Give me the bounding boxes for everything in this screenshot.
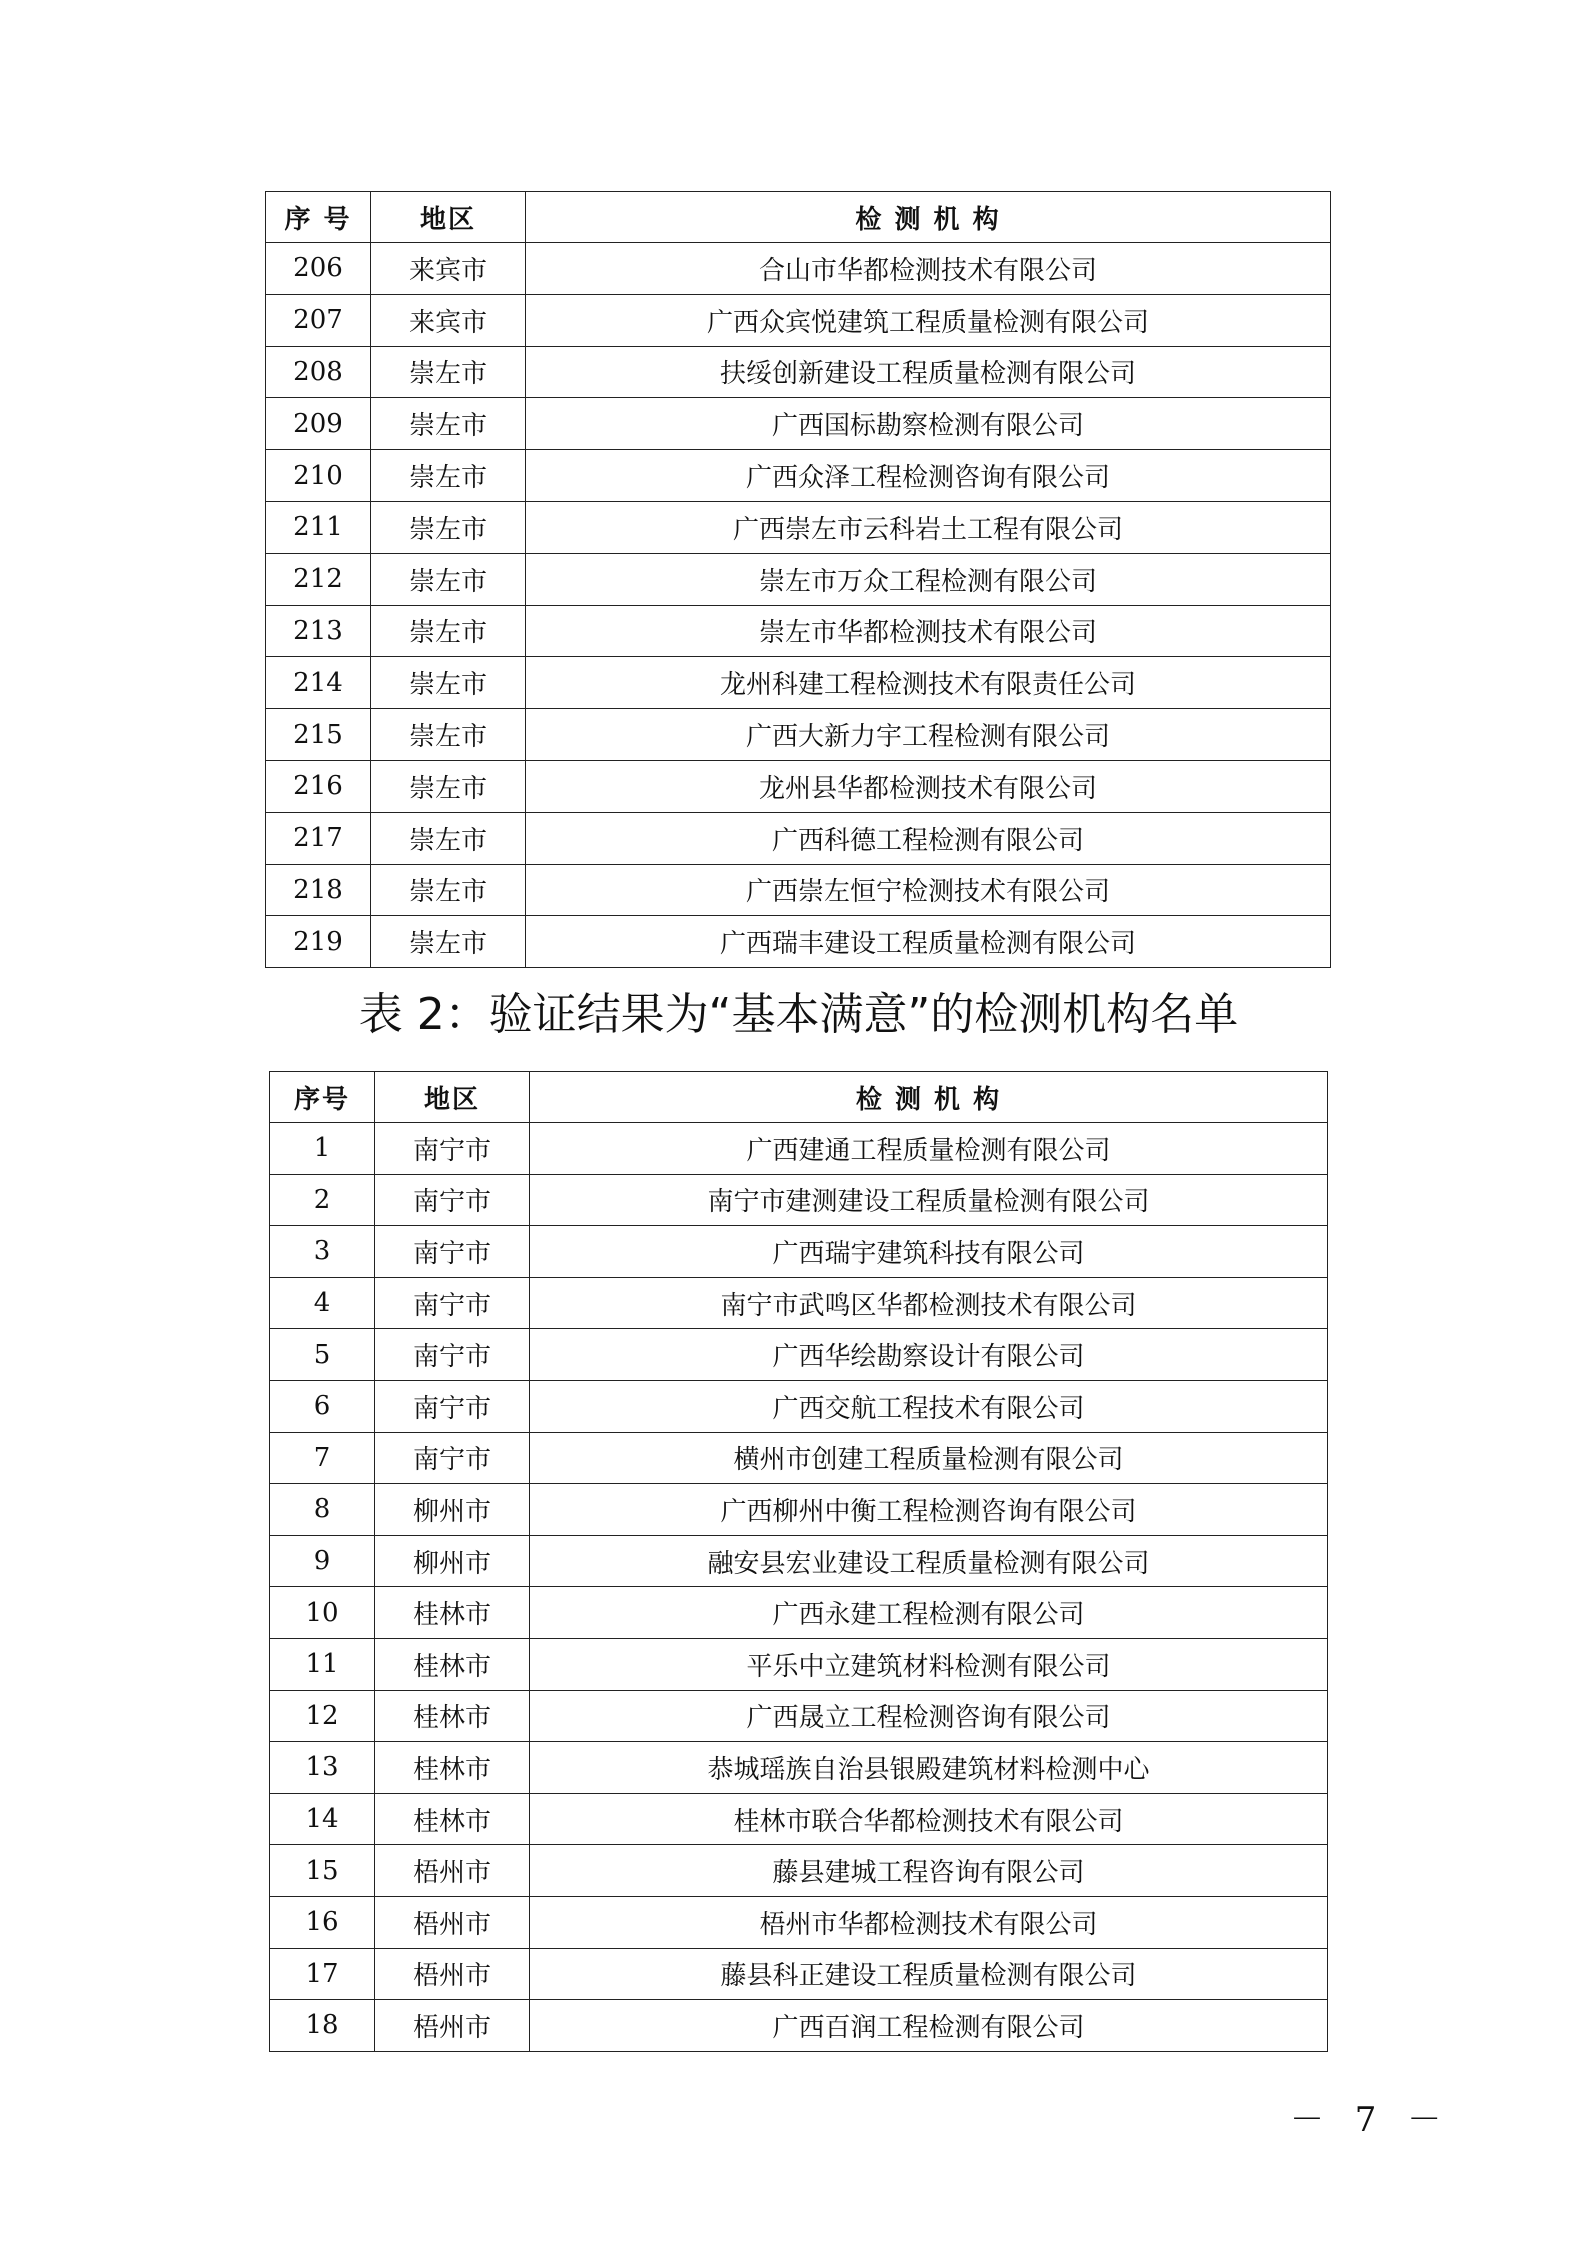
cell-region: 崇左市 — [371, 346, 526, 398]
cell-region: 来宾市 — [371, 243, 526, 295]
table-row — [266, 398, 1331, 450]
institutions-table-continued — [265, 191, 1331, 968]
table-row — [270, 1690, 1328, 1742]
cell-region: 桂林市 — [375, 1742, 530, 1794]
cell-institution: 广西百润工程检测有限公司 — [530, 2000, 1328, 2052]
table-row — [266, 553, 1331, 605]
header-institution: 检 测 机 构 — [526, 192, 1331, 243]
cell-serial-number: 211 — [266, 501, 371, 553]
table-row — [266, 709, 1331, 761]
cell-institution: 藤县科正建设工程质量检测有限公司 — [530, 1948, 1328, 2000]
cell-serial-number: 18 — [270, 2000, 375, 2052]
cell-institution: 广西华绘勘察设计有限公司 — [530, 1329, 1328, 1381]
table-row — [270, 1845, 1328, 1897]
cell-institution: 广西永建工程检测有限公司 — [530, 1587, 1328, 1639]
table-row — [270, 1329, 1328, 1381]
cell-serial-number: 12 — [270, 1690, 375, 1742]
table-row — [266, 346, 1331, 398]
cell-region: 桂林市 — [375, 1638, 530, 1690]
cell-serial-number: 208 — [266, 346, 371, 398]
cell-serial-number: 215 — [266, 709, 371, 761]
page-number: － 7 － — [1290, 2100, 1452, 2140]
table-row — [270, 1226, 1328, 1278]
cell-institution: 广西柳州中衡工程检测咨询有限公司 — [530, 1484, 1328, 1536]
header-region: 地区 — [375, 1072, 530, 1123]
cell-institution: 广西国标勘察检测有限公司 — [526, 398, 1331, 450]
cell-serial-number: 1 — [270, 1123, 375, 1175]
cell-region: 南宁市 — [375, 1174, 530, 1226]
cell-region: 崇左市 — [371, 605, 526, 657]
table-row — [270, 1380, 1328, 1432]
cell-region: 崇左市 — [371, 501, 526, 553]
cell-institution: 横州市创建工程质量检测有限公司 — [530, 1432, 1328, 1484]
cell-serial-number: 4 — [270, 1277, 375, 1329]
table-row — [270, 1793, 1328, 1845]
table-row — [266, 657, 1331, 709]
header-institution: 检 测 机 构 — [530, 1072, 1328, 1123]
cell-region: 梧州市 — [375, 2000, 530, 2052]
table-row — [270, 1174, 1328, 1226]
table-row — [266, 605, 1331, 657]
table-header-row — [270, 1072, 1328, 1123]
cell-serial-number: 16 — [270, 1896, 375, 1948]
cell-institution: 平乐中立建筑材料检测有限公司 — [530, 1638, 1328, 1690]
table-row — [270, 1638, 1328, 1690]
header-serial-number: 序 号 — [266, 192, 371, 243]
table-row — [266, 760, 1331, 812]
cell-institution: 桂林市联合华都检测技术有限公司 — [530, 1793, 1328, 1845]
cell-region: 崇左市 — [371, 812, 526, 864]
table-row — [270, 1896, 1328, 1948]
table-row — [266, 501, 1331, 553]
cell-serial-number: 9 — [270, 1535, 375, 1587]
cell-region: 崇左市 — [371, 864, 526, 916]
cell-serial-number: 217 — [266, 812, 371, 864]
cell-serial-number: 2 — [270, 1174, 375, 1226]
cell-institution: 广西交航工程技术有限公司 — [530, 1380, 1328, 1432]
cell-serial-number: 8 — [270, 1484, 375, 1536]
table-row — [270, 1432, 1328, 1484]
cell-region: 崇左市 — [371, 657, 526, 709]
cell-serial-number: 17 — [270, 1948, 375, 2000]
cell-institution: 广西众宾悦建筑工程质量检测有限公司 — [526, 294, 1331, 346]
table-row — [270, 1123, 1328, 1175]
table-2-caption: 表 2：验证结果为“基本满意”的检测机构名单 — [358, 989, 1239, 1040]
table-row — [270, 1587, 1328, 1639]
cell-region: 桂林市 — [375, 1793, 530, 1845]
cell-region: 桂林市 — [375, 1690, 530, 1742]
cell-institution: 广西崇左市云科岩土工程有限公司 — [526, 501, 1331, 553]
cell-serial-number: 11 — [270, 1638, 375, 1690]
cell-region: 南宁市 — [375, 1432, 530, 1484]
cell-region: 梧州市 — [375, 1896, 530, 1948]
table-row — [266, 916, 1331, 968]
table-header-row — [266, 192, 1331, 243]
cell-region: 桂林市 — [375, 1587, 530, 1639]
cell-region: 崇左市 — [371, 709, 526, 761]
cell-institution: 扶绥创新建设工程质量检测有限公司 — [526, 346, 1331, 398]
table-row — [270, 1742, 1328, 1794]
cell-institution: 南宁市武鸣区华都检测技术有限公司 — [530, 1277, 1328, 1329]
cell-region: 南宁市 — [375, 1380, 530, 1432]
table-row — [270, 1948, 1328, 2000]
table-row — [266, 243, 1331, 295]
cell-region: 梧州市 — [375, 1948, 530, 2000]
cell-region: 柳州市 — [375, 1484, 530, 1536]
cell-serial-number: 213 — [266, 605, 371, 657]
cell-institution: 龙州县华都检测技术有限公司 — [526, 760, 1331, 812]
cell-institution: 崇左市华都检测技术有限公司 — [526, 605, 1331, 657]
table-row — [270, 2000, 1328, 2052]
cell-institution: 融安县宏业建设工程质量检测有限公司 — [530, 1535, 1328, 1587]
cell-institution: 广西晟立工程检测咨询有限公司 — [530, 1690, 1328, 1742]
cell-institution: 藤县建城工程咨询有限公司 — [530, 1845, 1328, 1897]
cell-institution: 广西科德工程检测有限公司 — [526, 812, 1331, 864]
cell-region: 崇左市 — [371, 916, 526, 968]
cell-region: 崇左市 — [371, 450, 526, 502]
cell-serial-number: 3 — [270, 1226, 375, 1278]
header-serial-number: 序号 — [270, 1072, 375, 1123]
table-row — [270, 1484, 1328, 1536]
cell-institution: 崇左市万众工程检测有限公司 — [526, 553, 1331, 605]
cell-institution: 南宁市建测建设工程质量检测有限公司 — [530, 1174, 1328, 1226]
table-row — [270, 1277, 1328, 1329]
cell-serial-number: 15 — [270, 1845, 375, 1897]
table-row — [266, 450, 1331, 502]
cell-serial-number: 6 — [270, 1380, 375, 1432]
cell-region: 来宾市 — [371, 294, 526, 346]
cell-serial-number: 7 — [270, 1432, 375, 1484]
cell-serial-number: 212 — [266, 553, 371, 605]
cell-institution: 合山市华都检测技术有限公司 — [526, 243, 1331, 295]
header-region: 地区 — [371, 192, 526, 243]
cell-institution: 广西建通工程质量检测有限公司 — [530, 1123, 1328, 1175]
cell-serial-number: 219 — [266, 916, 371, 968]
cell-institution: 广西瑞宇建筑科技有限公司 — [530, 1226, 1328, 1278]
cell-institution: 广西大新力宇工程检测有限公司 — [526, 709, 1331, 761]
cell-institution: 恭城瑶族自治县银殿建筑材料检测中心 — [530, 1742, 1328, 1794]
cell-serial-number: 206 — [266, 243, 371, 295]
cell-serial-number: 218 — [266, 864, 371, 916]
cell-serial-number: 5 — [270, 1329, 375, 1381]
table-row — [266, 812, 1331, 864]
table-row — [266, 864, 1331, 916]
cell-serial-number: 216 — [266, 760, 371, 812]
cell-serial-number: 209 — [266, 398, 371, 450]
cell-serial-number: 10 — [270, 1587, 375, 1639]
cell-region: 崇左市 — [371, 398, 526, 450]
table-row — [270, 1535, 1328, 1587]
cell-serial-number: 210 — [266, 450, 371, 502]
cell-region: 梧州市 — [375, 1845, 530, 1897]
cell-region: 南宁市 — [375, 1277, 530, 1329]
cell-institution: 广西众泽工程检测咨询有限公司 — [526, 450, 1331, 502]
cell-region: 南宁市 — [375, 1329, 530, 1381]
basically-satisfied-institutions-table — [269, 1071, 1328, 2052]
cell-serial-number: 207 — [266, 294, 371, 346]
cell-region: 柳州市 — [375, 1535, 530, 1587]
cell-region: 崇左市 — [371, 553, 526, 605]
table-row — [266, 294, 1331, 346]
cell-institution: 广西崇左恒宁检测技术有限公司 — [526, 864, 1331, 916]
cell-serial-number: 214 — [266, 657, 371, 709]
cell-serial-number: 14 — [270, 1793, 375, 1845]
cell-institution: 广西瑞丰建设工程质量检测有限公司 — [526, 916, 1331, 968]
cell-region: 崇左市 — [371, 760, 526, 812]
cell-region: 南宁市 — [375, 1226, 530, 1278]
cell-region: 南宁市 — [375, 1123, 530, 1175]
cell-institution: 梧州市华都检测技术有限公司 — [530, 1896, 1328, 1948]
cell-serial-number: 13 — [270, 1742, 375, 1794]
cell-institution: 龙州科建工程检测技术有限责任公司 — [526, 657, 1331, 709]
